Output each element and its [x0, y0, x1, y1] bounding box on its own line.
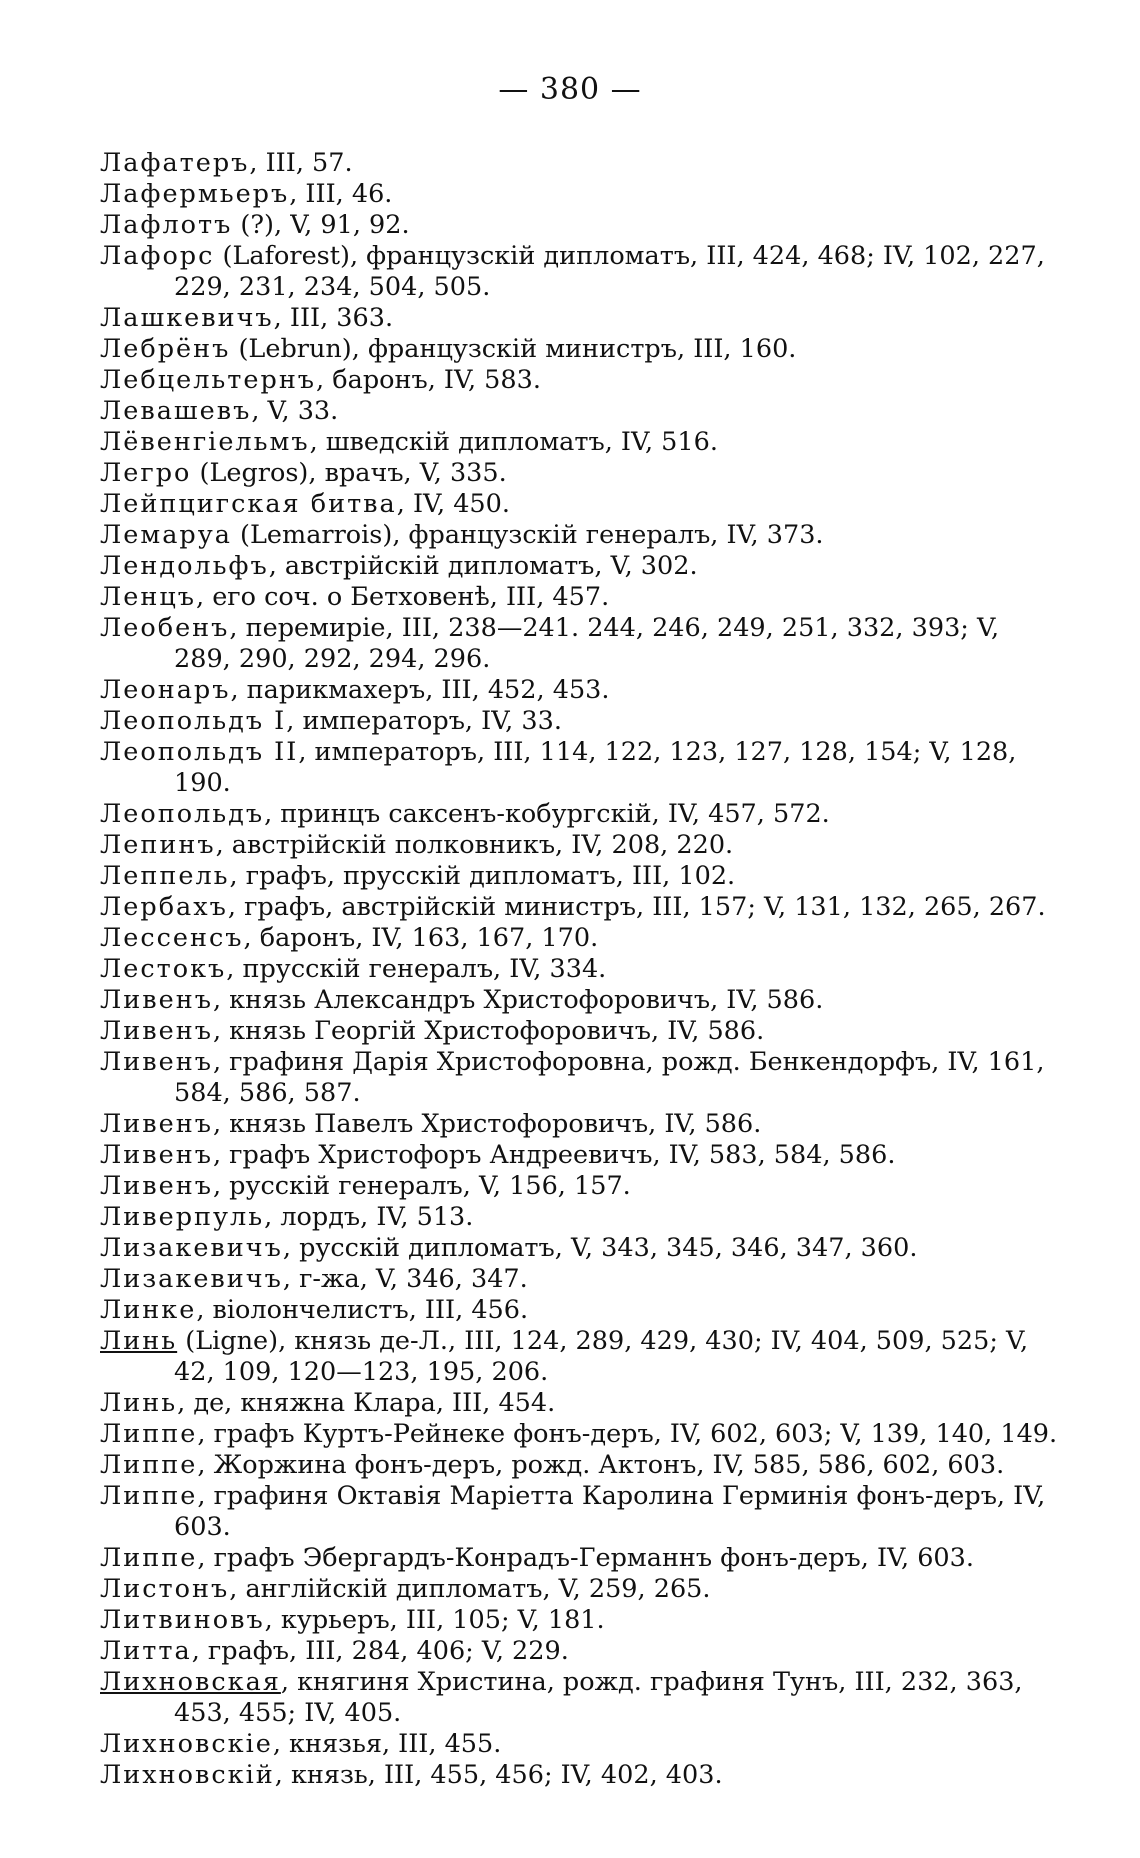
entry-details: , баронъ, IV, 163, 167, 170.	[243, 923, 599, 953]
index-entry	[100, 1109, 1060, 1140]
index-entry	[100, 396, 1060, 427]
index-entry	[100, 1729, 1060, 1760]
entry-headword: Лашкевичъ	[100, 303, 274, 333]
entry-headword: Ливенъ	[100, 1140, 213, 1170]
entry-details: , графъ, австрійскій министръ, III, 157; V, 131, 132, 265, 267.	[227, 892, 1046, 922]
entry-details: (Laforest), французскій дипломатъ, III, 424, 468; IV, 102, 227, 229, 231, 234, 504, 505.	[174, 241, 1045, 302]
index-entry	[100, 427, 1060, 458]
index-list	[100, 148, 1060, 1791]
index-entry	[100, 1016, 1060, 1047]
entry-headword: Лендольфъ	[100, 551, 269, 581]
index-entry	[100, 179, 1060, 210]
index-entry	[100, 1388, 1060, 1419]
entry-headword: Лафатеръ	[100, 148, 250, 178]
entry-details: , графъ, III, 284, 406; V, 229.	[191, 1636, 569, 1666]
index-entry	[100, 830, 1060, 861]
entry-headword: Липпе	[100, 1481, 198, 1511]
entry-headword: Липпе	[100, 1419, 198, 1449]
entry-details: (Lebrun), французскій министръ, III, 160.	[230, 334, 797, 364]
entry-headword: Литвиновъ	[100, 1605, 265, 1635]
index-entry	[100, 675, 1060, 706]
entry-headword: Лизакевичъ	[100, 1264, 283, 1294]
index-entry	[100, 1543, 1060, 1574]
entry-headword: Лёвенгіельмъ	[100, 427, 310, 457]
index-entry	[100, 954, 1060, 985]
entry-details: , III, 57.	[249, 148, 353, 178]
entry-headword: Лебцельтернъ	[100, 365, 317, 395]
entry-details: , графъ, прусскій дипломатъ, III, 102.	[229, 861, 736, 891]
entry-details: , парикмахеръ, III, 452, 453.	[230, 675, 610, 705]
entry-headword: Липпе	[100, 1543, 198, 1573]
entry-details: , шведскій дипломатъ, IV, 516.	[309, 427, 718, 457]
entry-details: , князья, III, 455.	[272, 1729, 502, 1759]
entry-details: , князь Георгій Христофоровичъ, IV, 586.	[212, 1016, 765, 1046]
index-entry	[100, 1047, 1060, 1109]
entry-headword: Ливенъ	[100, 1171, 213, 1201]
entry-details: , императоръ, III, 114, 122, 123, 127, 128, 154; V, 128, 190.	[174, 737, 1017, 798]
entry-headword: Левашевъ	[100, 396, 252, 426]
entry-headword: Лейпцигская битва	[100, 489, 397, 519]
entry-headword: Липпе	[100, 1450, 198, 1480]
index-entry	[100, 737, 1060, 799]
entry-details: , де, княжна Клара, III, 454.	[177, 1388, 556, 1418]
entry-headword: Лафорс	[100, 241, 215, 271]
entry-headword: Легро	[100, 458, 192, 488]
index-entry	[100, 1450, 1060, 1481]
entry-details: , русскій дипломатъ, V, 343, 345, 346, 347, 360.	[282, 1233, 918, 1263]
index-entry	[100, 1326, 1060, 1388]
index-entry	[100, 1264, 1060, 1295]
index-entry	[100, 148, 1060, 179]
page-number: — 380 —	[498, 72, 642, 107]
index-entry	[100, 334, 1060, 365]
entry-details: , австрійскій дипломатъ, V, 302.	[268, 551, 698, 581]
entry-headword: Леопольдъ I	[100, 706, 287, 736]
entry-details: , императоръ, IV, 33.	[286, 706, 562, 736]
entry-details: , лордъ, IV, 513.	[264, 1202, 474, 1232]
entry-details: , III, 363.	[273, 303, 394, 333]
index-entry	[100, 1481, 1060, 1543]
entry-details: , III, 46.	[289, 179, 393, 209]
index-entry	[100, 365, 1060, 396]
index-entry	[100, 1574, 1060, 1605]
entry-details: , князь Павелъ Христофоровичъ, IV, 586.	[212, 1109, 762, 1139]
entry-details: (?), V, 91, 92.	[232, 210, 410, 240]
index-entry	[100, 241, 1060, 303]
entry-details: , баронъ, IV, 583.	[316, 365, 541, 395]
entry-headword: Ливенъ	[100, 1016, 213, 1046]
entry-headword: Линь	[100, 1326, 178, 1356]
index-entry	[100, 458, 1060, 489]
entry-headword: Леопольдъ	[100, 799, 265, 829]
index-entry	[100, 613, 1060, 675]
index-entry	[100, 1140, 1060, 1171]
index-entry	[100, 1202, 1060, 1233]
entry-headword: Лербахъ	[100, 892, 228, 922]
entry-headword: Линке	[100, 1295, 197, 1325]
index-entry	[100, 303, 1060, 334]
index-entry	[100, 1760, 1060, 1791]
index-entry	[100, 706, 1060, 737]
index-entry	[100, 1419, 1060, 1450]
entry-headword: Лемаруа	[100, 520, 232, 550]
entry-details: , Жоржина фонъ-деръ, рожд. Актонъ, IV, 585, 586, 602, 603.	[197, 1450, 1005, 1480]
entry-details: , г-жа, V, 346, 347.	[282, 1264, 528, 1294]
entry-details: , IV, 450.	[396, 489, 510, 519]
index-entry	[100, 551, 1060, 582]
entry-headword: Леонаръ	[100, 675, 231, 705]
entry-headword: Леппель	[100, 861, 230, 891]
index-entry	[100, 1233, 1060, 1264]
entry-details: , графиня Дарія Христофоровна, рожд. Бенкендорфъ, IV, 161, 584, 586, 587.	[174, 1047, 1045, 1108]
index-entry	[100, 1605, 1060, 1636]
entry-details: (Ligne), князь де-Л., III, 124, 289, 429, 430; IV, 404, 509, 525; V, 42, 109, 120—123, 195, 206.	[174, 1326, 1029, 1387]
index-entry	[100, 1295, 1060, 1326]
entry-headword: Ливенъ	[100, 1109, 213, 1139]
entry-details: , графъ Куртъ-Рейнеке фонъ-деръ, IV, 602, 603; V, 139, 140, 149.	[197, 1419, 1058, 1449]
entry-headword: Лессенсъ	[100, 923, 244, 953]
entry-headword: Лихновскіе	[100, 1729, 273, 1759]
entry-headword: Ливерпуль	[100, 1202, 265, 1232]
entry-headword: Ленцъ	[100, 582, 196, 612]
entry-headword: Листонъ	[100, 1574, 230, 1604]
entry-headword: Лихновскій	[100, 1760, 275, 1790]
entry-details: , курьеръ, III, 105; V, 181.	[264, 1605, 605, 1635]
entry-details: , княгиня Христина, рожд. графиня Тунъ, III, 232, 363, 453, 455; IV, 405.	[174, 1667, 1023, 1728]
entry-details: , перемиріе, III, 238—241. 244, 246, 249, 251, 332, 393; V, 289, 290, 292, 294, 296.	[174, 613, 1000, 674]
index-entry	[100, 1667, 1060, 1729]
entry-headword: Лебрёнъ	[100, 334, 231, 364]
entry-details: , русскій генералъ, V, 156, 157.	[212, 1171, 631, 1201]
entry-details: , англійскій дипломатъ, V, 259, 265.	[229, 1574, 711, 1604]
index-entry	[100, 799, 1060, 830]
entry-headword: Лихновская	[100, 1667, 281, 1697]
entry-details: , віолончелистъ, III, 456.	[196, 1295, 529, 1325]
entry-details: , князь Александръ Христофоровичъ, IV, 586.	[212, 985, 824, 1015]
entry-details: , графъ Эбергардъ-Конрадъ-Германнъ фонъ-деръ, IV, 603.	[197, 1543, 974, 1573]
index-entry	[100, 985, 1060, 1016]
index-entry	[100, 1171, 1060, 1202]
index-entry	[100, 892, 1060, 923]
entry-details: , графиня Октавія Маріетта Каролина Герминія фонъ-деръ, IV, 603.	[174, 1481, 1046, 1542]
entry-details: (Lemarrois), французскій генералъ, IV, 373.	[231, 520, 824, 550]
entry-details: , V, 33.	[251, 396, 339, 426]
entry-headword: Лафлотъ	[100, 210, 233, 240]
entry-headword: Леобенъ	[100, 613, 230, 643]
index-entry	[100, 1636, 1060, 1667]
entry-details: , графъ Христофоръ Андреевичъ, IV, 583, 584, 586.	[212, 1140, 896, 1170]
entry-details: , принцъ саксенъ-кобургскій, IV, 457, 572.	[264, 799, 830, 829]
entry-headword: Лафермьеръ	[100, 179, 290, 209]
entry-details: , прусскій генералъ, IV, 334.	[226, 954, 607, 984]
index-entry	[100, 210, 1060, 241]
index-entry	[100, 520, 1060, 551]
entry-headword: Лизакевичъ	[100, 1233, 283, 1263]
entry-headword: Лестокъ	[100, 954, 227, 984]
entry-headword: Лепинъ	[100, 830, 216, 860]
entry-headword: Литта	[100, 1636, 192, 1666]
entry-details: , его соч. о Бетховенѣ, III, 457.	[196, 582, 610, 612]
entry-headword: Ливенъ	[100, 1047, 213, 1077]
index-entry	[100, 582, 1060, 613]
entry-headword: Ливенъ	[100, 985, 213, 1015]
entry-details: (Legros), врачъ, V, 335.	[191, 458, 507, 488]
entry-details: , князь, III, 455, 456; IV, 402, 403.	[274, 1760, 723, 1790]
index-entry	[100, 923, 1060, 954]
index-entry	[100, 489, 1060, 520]
entry-details: , австрійскій полковникъ, IV, 208, 220.	[215, 830, 734, 860]
entry-headword: Линь	[100, 1388, 178, 1418]
index-entry	[100, 861, 1060, 892]
entry-headword: Леопольдъ II	[100, 737, 299, 767]
